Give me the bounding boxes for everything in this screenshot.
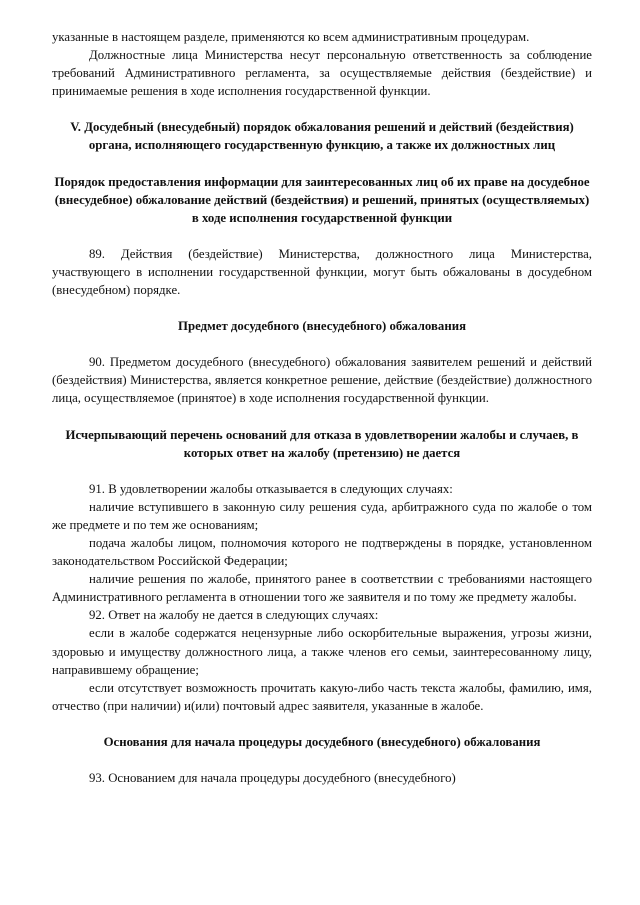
- section-heading: Исчерпывающий перечень оснований для отказа в удовлетворении жалобы и случаев, в которых ответ на жалобу (претензию) не дается: [65, 427, 579, 460]
- body-paragraph: 93. Основанием для начала процедуры досудебного (внесудебного): [89, 771, 456, 785]
- body-paragraph: наличие решения по жалобе, принятого ранее в соответствии с требованиями настоящего Административного регламента в отношении того же заявителя и по тому же предмету жалобы.: [52, 572, 592, 605]
- body-paragraph: если отсутствует возможность прочитать какую-либо часть текста жалобы, фамилию, имя, отчество (при наличии) и(или) почтовый адрес заявителя, указанные в жалобе.: [52, 680, 592, 713]
- body-paragraph: наличие вступившего в законную силу решения суда, арбитражного суда по жалобе о том же предмете и по тем же основаниям;: [52, 499, 592, 532]
- document-page: [52, 28, 592, 787]
- section-heading: Предмет досудебного (внесудебного) обжалования: [178, 319, 466, 334]
- section-heading: Порядок предоставления информации для заинтересованных лиц об их праве на досудебное (внесудебное) обжалование действий (бездействия) и решений, принятых (осуществляемых) в ходе исполнения государственной функции: [54, 174, 590, 225]
- body-paragraph: 90. Предметом досудебного (внесудебного) обжалования заявителем решений и действий (бездействия) Министерства, является конкретное решение, действие (бездействие) должностного лица, осуществляемое (принятое) в ходе исполнения государственной функции.: [52, 355, 592, 406]
- body-paragraph: подача жалобы лицом, полномочия которого не подтверждены в порядке, установленном законодательством Российской Федерации;: [52, 535, 592, 569]
- body-paragraph: Должностные лица Министерства несут персональную ответственность за соблюдение требований Административного регламента, за осуществляемые действия (бездействие) и принимаемые решения в ходе исполнения государственной функции.: [52, 48, 592, 99]
- body-paragraph: 91. В удовлетворении жалобы отказывается в следующих случаях:: [89, 481, 453, 496]
- body-paragraph: если в жалобе содержатся нецензурные либо оскорбительные выражения, угрозы жизни, здоровью и имуществу должностного лица, а также членов его семьи, заинтересованному лицу, направившему обращение;: [52, 626, 592, 677]
- section-heading: V. Досудебный (внесудебный) порядок обжалования решений и действий (бездействия) органа, исполняющего государственную функцию, а также их должностных лиц: [70, 120, 574, 153]
- section-heading: Основания для начала процедуры досудебного (внесудебного) обжалования: [103, 734, 541, 749]
- body-paragraph: 92. Ответ на жалобу не дается в следующих случаях:: [89, 608, 379, 623]
- body-paragraph: указанные в настоящем разделе, применяются ко всем административным процедурам.: [52, 30, 530, 44]
- body-paragraph: 89. Действия (бездействие) Министерства, должностного лица Министерства, участвующего в исполнении государственной функции, могут быть обжалованы в досудебном (внесудебном) порядке.: [52, 246, 592, 298]
